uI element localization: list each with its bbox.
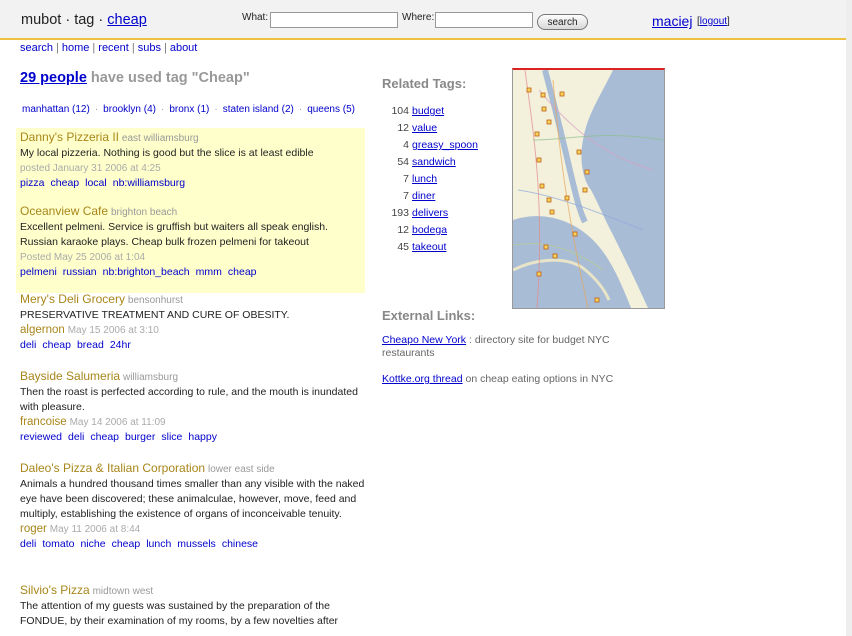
window-edge bbox=[846, 0, 852, 636]
tag-link[interactable]: mmm bbox=[195, 266, 222, 278]
tag-link[interactable]: mussels bbox=[177, 538, 216, 550]
logout-link[interactable]: logout bbox=[699, 16, 728, 27]
tag-link[interactable]: lunch bbox=[146, 538, 172, 550]
place-description: Animals a hundred thousand times smaller than any visible with the naked eye have been discovered; these animalculae, however, move, feed and multiply, establishing the existence of organs of inconceivable tenuity. bbox=[20, 478, 365, 520]
place-description: My local pizzeria. Nothing is good but the slice is at least edible bbox=[20, 147, 314, 159]
tag-link[interactable]: pelmeni bbox=[20, 266, 57, 278]
place-title[interactable]: Silvio's Pizza bbox=[20, 583, 90, 597]
list-item bbox=[20, 461, 365, 552]
place-title[interactable]: Daleo's Pizza & Italian Corporation bbox=[20, 461, 206, 475]
tag-link[interactable]: deli bbox=[20, 339, 37, 351]
tag-list bbox=[20, 176, 365, 191]
tag-count: 54 bbox=[397, 156, 409, 168]
list-item bbox=[20, 204, 365, 280]
tag-link[interactable]: cheap bbox=[90, 431, 119, 443]
place-description: The attention of my guests was sustained by the preparation of the FONDUE, by their examination of my rooms, by a few novelties after bbox=[20, 600, 339, 627]
people-count-link[interactable]: 29 people bbox=[20, 70, 87, 86]
related-tag-link[interactable]: bodega bbox=[412, 224, 448, 236]
tag-count: 12 bbox=[397, 122, 409, 134]
tag-link[interactable]: 24hr bbox=[109, 339, 131, 351]
place-neighborhood: brighton beach bbox=[110, 207, 178, 218]
nav-search[interactable]: search bbox=[20, 42, 54, 54]
nav-bar: search | home | recent | subs | about bbox=[20, 42, 198, 54]
borough-queens[interactable]: queens (5) bbox=[307, 104, 355, 115]
tag-link[interactable]: pizza bbox=[20, 177, 45, 189]
place-description: Then the roast is perfected according to rule, and the mouth is inundated with pleasure. bbox=[20, 386, 358, 413]
external-links-heading: External Links: bbox=[382, 308, 476, 323]
tag-link[interactable]: reviewed bbox=[20, 431, 63, 443]
place-neighborhood: midtown west bbox=[92, 586, 154, 597]
post-meta: May 15 2006 at 3:10 bbox=[67, 325, 159, 336]
search-button[interactable]: search bbox=[537, 14, 588, 30]
tag-count: 4 bbox=[403, 139, 409, 151]
place-description: PRESERVATIVE TREATMENT AND CURE OF OBESITY. bbox=[20, 309, 290, 321]
brand-tag-link[interactable]: cheap bbox=[107, 12, 147, 28]
tag-count: 7 bbox=[403, 173, 409, 185]
nav-recent[interactable]: recent bbox=[98, 42, 129, 54]
what-label: What: bbox=[242, 12, 269, 23]
related-tag-link[interactable]: value bbox=[412, 122, 438, 134]
username-link[interactable]: francoise bbox=[20, 416, 67, 428]
nyc-map[interactable] bbox=[512, 68, 665, 309]
borough-manhattan[interactable]: manhattan (12) bbox=[22, 104, 90, 115]
username-link[interactable]: maciej bbox=[652, 13, 693, 29]
tag-link[interactable]: deli bbox=[20, 538, 37, 550]
borough-staten-island[interactable]: staten island (2) bbox=[222, 104, 294, 115]
nav-home[interactable]: home bbox=[61, 42, 90, 54]
tag-link[interactable]: nb:williamsburg bbox=[112, 177, 186, 189]
post-meta: May 14 2006 at 11:09 bbox=[69, 417, 166, 428]
brand-site[interactable]: mubot bbox=[21, 12, 62, 28]
page-title: 29 people have used tag "Cheap" bbox=[20, 70, 250, 86]
related-tag-link[interactable]: budget bbox=[412, 105, 445, 117]
top-bar bbox=[0, 0, 852, 40]
place-neighborhood: east williamsburg bbox=[121, 133, 199, 144]
tag-link[interactable]: bread bbox=[76, 339, 104, 351]
borough-filter: manhattan (12) · brooklyn (4) · bronx (1) · staten island (2) · queens (5) bbox=[22, 104, 355, 115]
tag-link[interactable]: cheap bbox=[42, 339, 71, 351]
place-title[interactable]: Mery's Deli Grocery bbox=[20, 292, 125, 306]
tag-link[interactable]: deli bbox=[68, 431, 85, 443]
tag-link[interactable]: burger bbox=[125, 431, 156, 443]
place-neighborhood: bensonhurst bbox=[127, 295, 183, 306]
map-graphic bbox=[513, 70, 664, 308]
place-description: Excellent pelmeni. Service is gruffish but waiters all speak english. Russian karaoke plays. Cheap bulk frozen pelmeni for takeout bbox=[20, 221, 328, 248]
username-link[interactable]: algernon bbox=[20, 324, 65, 336]
tag-link[interactable]: slice bbox=[161, 431, 183, 443]
external-link-item: Kottke.org thread on cheap eating options in NYC bbox=[382, 373, 614, 385]
related-tags-heading: Related Tags: bbox=[382, 76, 467, 91]
list-item bbox=[20, 583, 365, 636]
external-link[interactable]: Cheapo New York bbox=[382, 334, 467, 346]
place-title[interactable]: Bayside Salumeria bbox=[20, 369, 121, 383]
tag-list bbox=[20, 430, 365, 445]
tag-list bbox=[20, 265, 365, 280]
borough-bronx[interactable]: bronx (1) bbox=[169, 104, 210, 115]
list-item bbox=[20, 130, 365, 191]
list-item bbox=[20, 292, 365, 353]
place-title[interactable]: Danny's Pizzeria II bbox=[20, 130, 119, 144]
tag-link[interactable]: russian bbox=[62, 266, 97, 278]
brand-section[interactable]: tag bbox=[74, 12, 95, 28]
where-input[interactable] bbox=[435, 12, 533, 28]
tag-link[interactable]: cheap bbox=[227, 266, 257, 278]
tag-link[interactable]: niche bbox=[80, 538, 106, 550]
tag-count: 45 bbox=[397, 241, 409, 253]
related-tag-link[interactable]: takeout bbox=[412, 241, 447, 253]
external-link-item: Cheapo New York : directory site for budget NYC restaurants bbox=[382, 334, 610, 359]
tag-link[interactable]: tomato bbox=[42, 538, 75, 550]
related-tag-link[interactable]: diner bbox=[412, 190, 436, 202]
tag-link[interactable]: cheap bbox=[111, 538, 141, 550]
tag-count: 104 bbox=[391, 105, 409, 117]
tag-link[interactable]: happy bbox=[188, 431, 217, 443]
logout: [logout] bbox=[697, 16, 730, 27]
tag-list bbox=[20, 537, 365, 552]
tag-count: 12 bbox=[397, 224, 409, 236]
tag-link[interactable]: cheap bbox=[50, 177, 80, 189]
place-neighborhood: williamsburg bbox=[122, 372, 178, 383]
related-tag-link[interactable]: lunch bbox=[412, 173, 438, 185]
borough-brooklyn[interactable]: brooklyn (4) bbox=[103, 104, 156, 115]
related-tag-link[interactable]: sandwich bbox=[412, 156, 456, 168]
external-link[interactable]: Kottke.org thread bbox=[382, 373, 463, 385]
tag-count: 193 bbox=[391, 207, 409, 219]
tag-link[interactable]: local bbox=[85, 177, 107, 189]
related-tag-link[interactable]: greasy_spoon bbox=[412, 139, 478, 151]
post-meta: posted January 31 2006 at 4:25 bbox=[20, 163, 161, 174]
list-item bbox=[20, 369, 365, 445]
tag-list bbox=[20, 338, 365, 353]
post-meta: May 11 2006 at 8:44 bbox=[49, 524, 141, 535]
post-meta: Posted May 25 2006 at 1:04 bbox=[20, 252, 146, 263]
tag-link[interactable]: chinese bbox=[221, 538, 259, 550]
brand: mubot · tag · cheap bbox=[21, 12, 147, 28]
tag-count: 7 bbox=[403, 190, 409, 202]
what-input[interactable] bbox=[270, 12, 398, 28]
place-title[interactable]: Oceanview Cafe bbox=[20, 204, 109, 218]
related-tag-link[interactable]: delivers bbox=[412, 207, 449, 219]
where-label: Where: bbox=[402, 12, 435, 23]
nav-about[interactable]: about bbox=[169, 42, 198, 54]
nav-subs[interactable]: subs bbox=[137, 42, 161, 54]
tag-link[interactable]: nb:brighton_beach bbox=[102, 266, 190, 278]
username-link[interactable]: roger bbox=[20, 523, 47, 535]
place-neighborhood: lower east side bbox=[207, 464, 275, 475]
